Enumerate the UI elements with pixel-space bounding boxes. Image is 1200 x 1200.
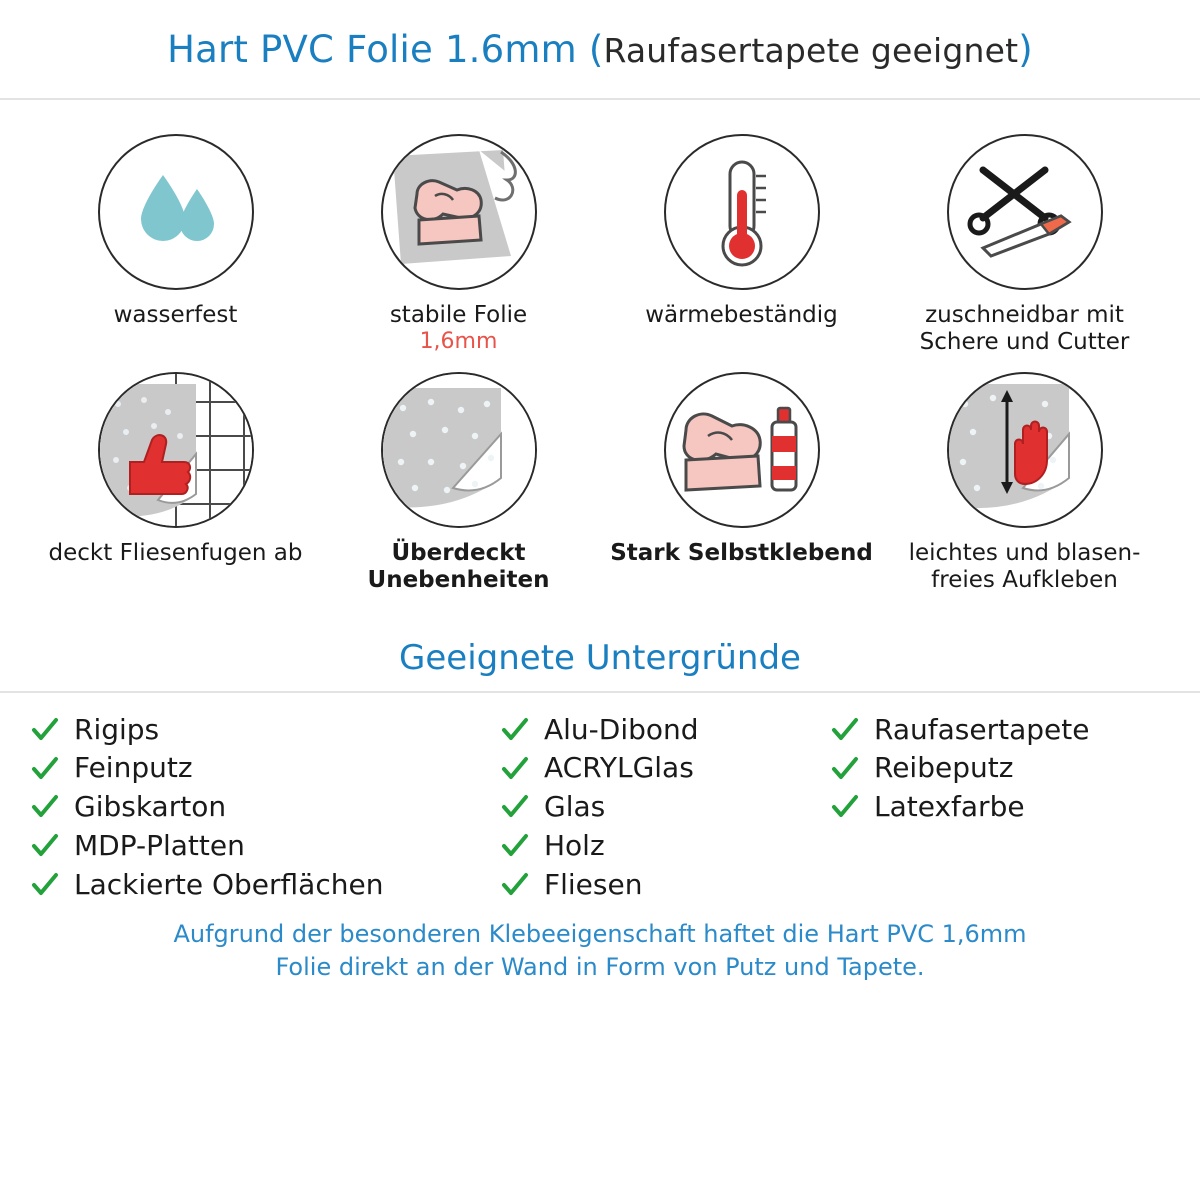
thermometer-icon: [664, 134, 820, 290]
feature-caption-text: wärmebeständig: [645, 302, 838, 328]
water-drops-icon: [98, 134, 254, 290]
feature-stabile-folie: [317, 134, 600, 356]
list-item: [30, 867, 500, 901]
features-grid: [0, 100, 1200, 595]
list-item: [500, 867, 830, 901]
list-item-label: Raufasertapete: [874, 712, 1090, 746]
list-item: [500, 792, 830, 823]
feature-fliesenfugen: [34, 372, 317, 594]
list-item-label: Rigips: [74, 712, 160, 746]
list-item: [830, 753, 1170, 784]
list-item: [30, 828, 500, 862]
list-item-label: Feinputz: [74, 751, 193, 785]
check-icon: [30, 792, 60, 822]
feature-caption-text: Stark Selbstklebend: [610, 540, 873, 567]
list-item: [500, 753, 830, 784]
check-icon: [830, 715, 860, 745]
list-item: [30, 792, 500, 823]
feature-caption-text: deckt Fliesenfugen ab: [48, 540, 303, 567]
header: [0, 0, 1200, 100]
section-header: [0, 625, 1200, 693]
feature-waermebestaendig: [600, 134, 883, 356]
strong-arm-foil-icon: [381, 134, 537, 290]
list-item-label: Fliesen: [544, 867, 643, 901]
foil-corner-icon: [381, 372, 537, 528]
feature-unebenheiten: [317, 372, 600, 594]
list-item-label: Alu-Dibond: [544, 712, 699, 746]
feature-caption: [114, 302, 238, 329]
list-item: [500, 712, 830, 746]
check-icon: [830, 754, 860, 784]
feature-caption-sub: 1,6mm: [419, 329, 498, 355]
check-icon: [830, 792, 860, 822]
substrates-column-3: [830, 712, 1170, 901]
scissors-cutter-icon: [947, 134, 1103, 290]
feature-selbstklebend: [600, 372, 883, 594]
thumbs-up-tiles-icon: [98, 372, 254, 528]
check-icon: [30, 831, 60, 861]
feature-caption: [49, 540, 303, 567]
page-title-sub: Raufasertapete geeignet: [603, 30, 1019, 70]
check-icon: [30, 715, 60, 745]
check-icon: [500, 870, 530, 900]
section-title: Geeignete Untergründe: [399, 637, 801, 678]
feature-caption-text: stabile Folie: [389, 302, 528, 328]
list-item: [30, 712, 500, 746]
list-item-label: Reibeputz: [874, 751, 1014, 785]
feature-caption-text: wasserfest: [113, 302, 238, 328]
list-item-label: Latexfarbe: [874, 790, 1025, 824]
substrates-column-1: [30, 712, 500, 901]
list-item: [30, 753, 500, 784]
list-item-label: Lackierte Oberflächen: [74, 867, 384, 901]
paren-open: (: [588, 27, 604, 71]
feature-wasserfest: [34, 134, 317, 356]
feature-zuschneidbar: [883, 134, 1166, 356]
check-icon: [500, 715, 530, 745]
paren-close: ): [1018, 27, 1033, 71]
list-item: [500, 828, 830, 862]
substrates-column-2: [500, 712, 830, 901]
list-item-label: Holz: [544, 828, 605, 862]
hand-smoothing-icon: [947, 372, 1103, 528]
feature-caption: [892, 302, 1157, 356]
list-item-label: Glas: [544, 790, 606, 824]
feature-caption: [645, 302, 838, 329]
footer-note-line2: Folie direkt an der Wand in Form von Putz und Tapete.: [275, 952, 925, 981]
list-item: [830, 712, 1170, 746]
page-title-main: Hart PVC Folie 1.6mm: [167, 27, 577, 71]
feature-caption: [892, 540, 1157, 594]
list-item: [830, 792, 1170, 823]
feature-aufkleben: [883, 372, 1166, 594]
footer-note-line1: Aufgrund der besonderen Klebeeigenschaft haftet die Hart PVC 1,6mm: [173, 920, 1027, 949]
check-icon: [30, 870, 60, 900]
feature-caption: [390, 302, 527, 355]
footer-note: [0, 918, 1200, 983]
check-icon: [500, 754, 530, 784]
check-icon: [500, 831, 530, 861]
page-title: [167, 28, 1033, 71]
feature-caption-text: zuschneidbar mit Schere und Cutter: [919, 302, 1130, 356]
feature-caption: [610, 540, 873, 567]
feature-caption-text: Überdeckt Unebenheiten: [367, 540, 550, 594]
feature-caption: [326, 540, 591, 594]
substrates-list: [0, 693, 1200, 901]
check-icon: [30, 754, 60, 784]
feature-caption-text: leichtes und blasen-freies Aufkleben: [908, 540, 1141, 594]
arm-glue-icon: [664, 372, 820, 528]
check-icon: [500, 792, 530, 822]
list-item-label: MDP-Platten: [74, 828, 245, 862]
list-item-label: ACRYLGlas: [544, 751, 694, 785]
list-item-label: Gibskarton: [74, 790, 227, 824]
